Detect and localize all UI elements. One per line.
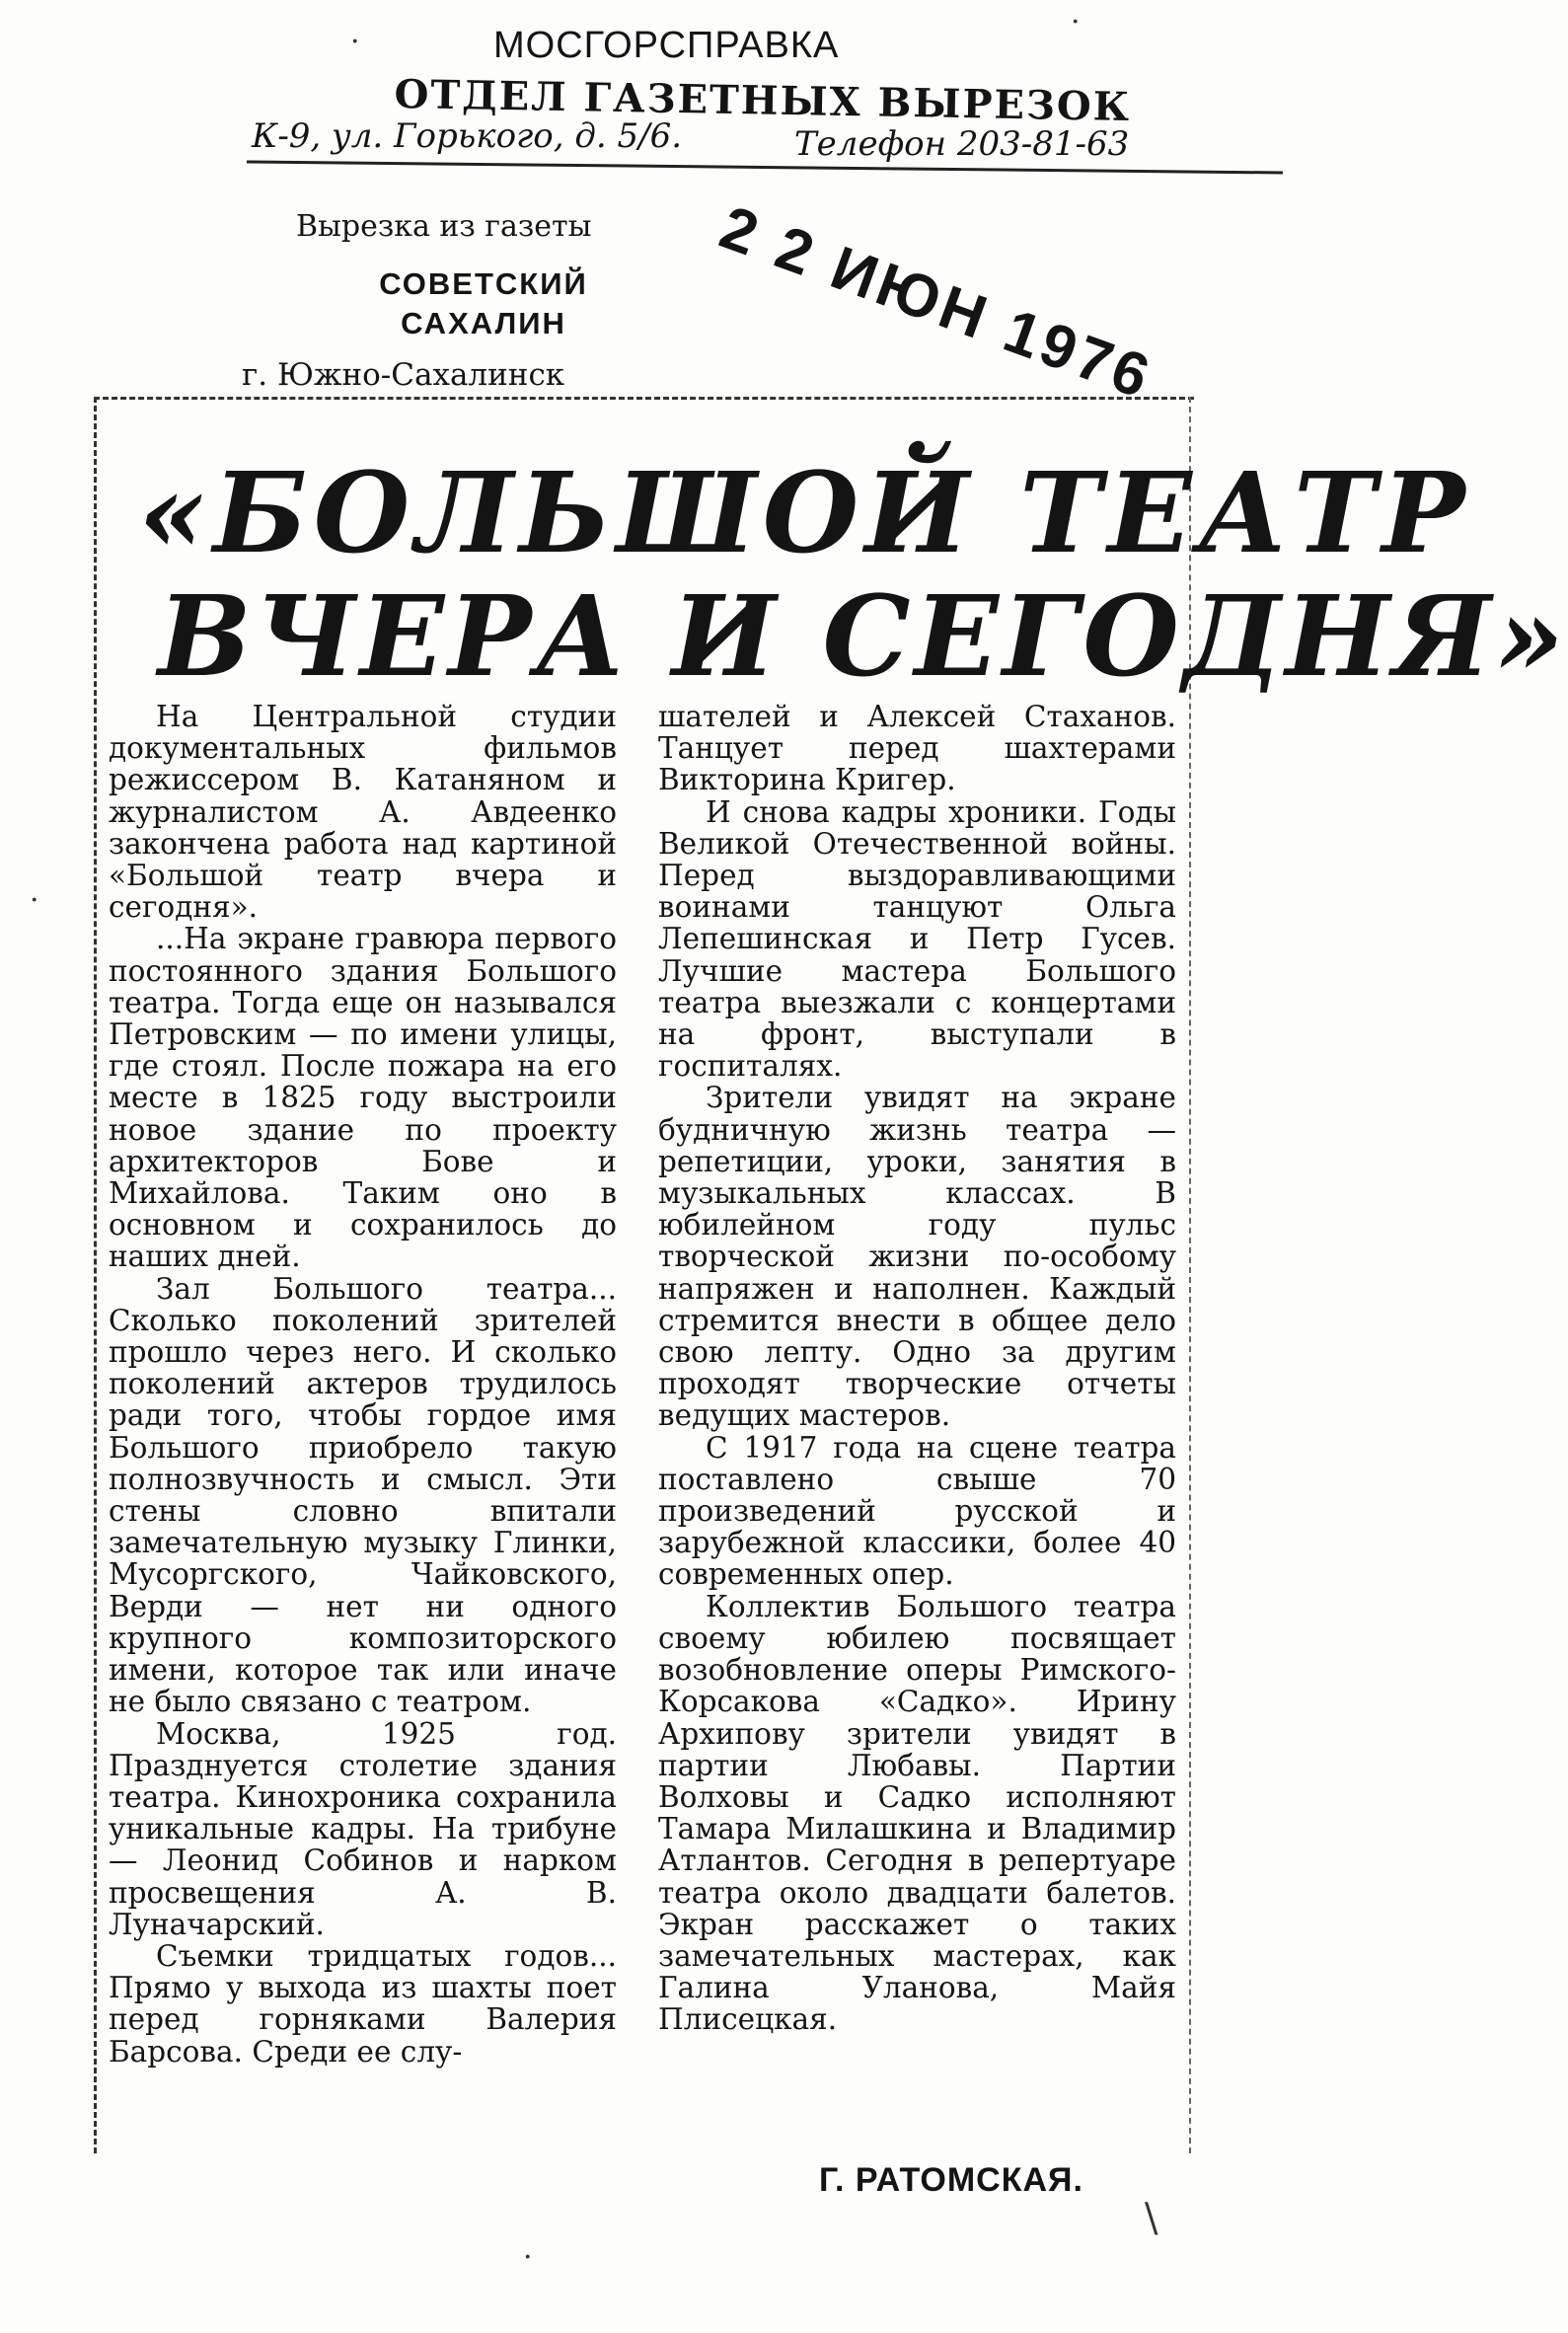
paragraph: Москва, 1925 год. Празднуется столетие здания театра. Кинохроника сохранила уникальные кадры. На трибуне — Леонид Собинов и нарком просвещения А. В. Луначарский. [109,1716,617,1941]
agency-address: К-9, ул. Горького, д. 5/6. [252,116,683,156]
article-title-line1: «БОЛЬШОЙ ТЕАТР [138,449,1471,578]
scan-speck: · [30,883,39,918]
paragraph: ...На экране гравюра первого постоянного здания Большого театра. Тогда еще он назывался Петровским — по имени улицы, где стоял. После пожара на его месте в 1825 году выстроили новое здание по проекту архитекторов Бове и Михайлова. Таким оно в основном и сохранилось до наших дней. [109,922,617,1274]
paragraph: С 1917 года на сцене театра поставлено свыше 70 произведений русской и зарубежной классики, более 40 современных опер. [658,1430,1176,1592]
article-column-left [109,701,617,2068]
date-stamp: 2 2 ИЮН 1976 [711,192,1161,414]
scan-speck: · [523,2240,533,2275]
clipping-border-left [94,397,97,2153]
article-column-right [658,701,1176,2036]
paragraph: шателей и Алексей Стаханов. Танцует перед шахтерами Викторина Кригер. [658,700,1176,797]
agency-phone: Телефон 203-81-63 [794,124,1130,164]
department-name: ОТДЕЛ ГАЗЕТНЫХ ВЫРЕЗОК [394,71,1132,131]
paragraph: Зал Большого театра... Сколько поколений зрителей прошло через него. И сколько поколений актеров трудилось ради того, чтобы гордое имя Большого приобрело такую полнозвучность и смысл. Эти стены словно впитали замечательную музыку Глинки, Мусоргского, Чайковского, Верди — нет ни одного крупного композиторского имени, которое так или иначе не было связано с театром. [109,1271,617,1719]
article-title-line2: ВЧЕРА И СЕГОДНЯ» [158,572,1568,702]
article-author: Г. РАТОМСКАЯ. [819,2161,1083,2199]
paragraph: Коллектив Большого театра своему юбилею посвящает возобновление оперы Римского-Корсакова «Садко». Ирину Архипову зрители увидят в партии Любавы. Партии Волховы и Садко исполняют Тамара Милашкина и Владимир Атлантов. Сегодня в репертуаре театра около двадцати балетов. Экран расскажет о таких замечательных мастерах, как Галина Уланова, Майя Плисецкая. [658,1589,1176,2037]
newspaper-city: г. Южно-Сахалинск [242,357,565,393]
paragraph: И снова кадры хроники. Годы Великой Отечественной войны. Перед выздоравливающими воинами танцуют Ольга Лепешинская и Петр Гусев. Лучшие мастера Большого театра выезжали с концертами на фронт, выступали в госпиталях. [658,794,1176,1084]
newspaper-name: СОВЕТСКИЙ САХАЛИН [379,266,588,340]
paragraph: На Центральной студии документальных фильмов режиссером В. Катаняном и журналистом А. Авдеенко закончена работа над картиной «Большой театр вчера и сегодня». [109,700,617,925]
scan-speck: · [1071,5,1081,39]
scan-speck: · [350,25,360,59]
clipping-label: Вырезка из газеты [296,209,592,244]
agency-name: МОСГОРСПРАВКА [493,25,840,66]
paragraph: Зрители увидят на экране будничную жизнь театра — репетиции, уроки, занятия в музыкальных классах. В юбилейном году пульс творческой жизни по-особому напряжен и наполнен. Каждый стремится внести в общее дело свою лепту. Одно за другим проходят творческие отчеты ведущих мастеров. [658,1081,1176,1433]
scan-mark: \ [1145,2196,1158,2241]
paragraph: Съемки тридцатых годов... Прямо у выхода из шахты поет перед горняками Валерия Барсова. Среди ее слу- [109,1938,617,2069]
clipping-border-top [94,397,1194,400]
